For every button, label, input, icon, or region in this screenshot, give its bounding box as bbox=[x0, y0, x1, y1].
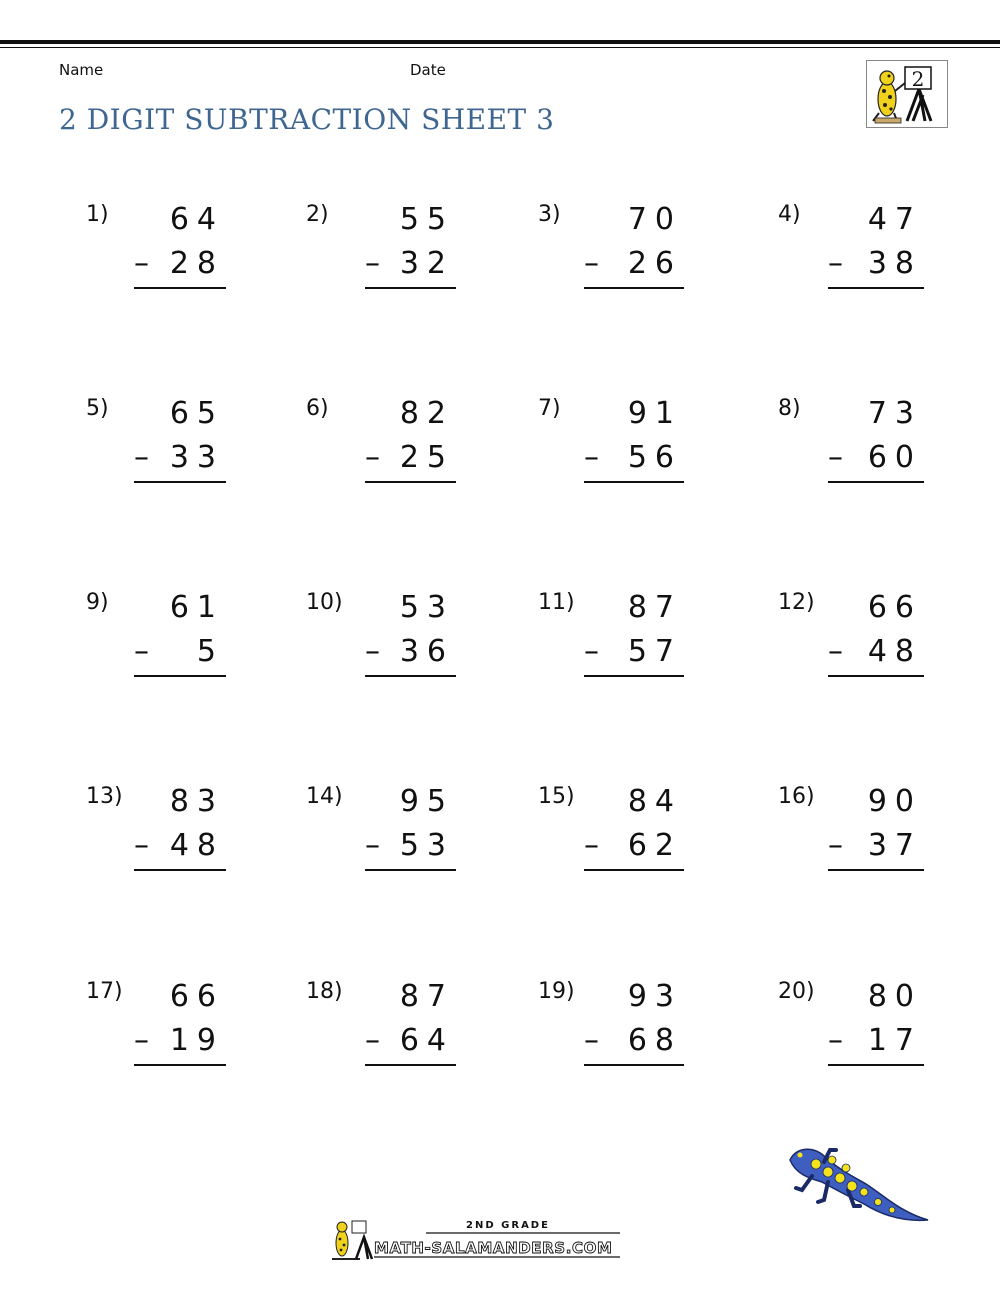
footer-grade-text: 2ND GRADE bbox=[466, 1220, 550, 1231]
answer-line bbox=[828, 675, 924, 677]
subtrahend: 5 bbox=[196, 634, 224, 669]
problem-1 bbox=[86, 202, 226, 322]
problem-11 bbox=[538, 590, 684, 710]
problem-number: 7) bbox=[538, 396, 561, 421]
answer-line bbox=[365, 287, 456, 289]
minuend: 87 bbox=[627, 590, 682, 625]
subtrahend: 32 bbox=[399, 246, 454, 281]
minuend: 73 bbox=[867, 396, 922, 431]
problem-8 bbox=[778, 396, 924, 516]
subtrahend: 36 bbox=[399, 634, 454, 669]
minuend: 47 bbox=[867, 202, 922, 237]
answer-line bbox=[134, 675, 226, 677]
problem-4 bbox=[778, 202, 924, 322]
subtrahend: 38 bbox=[867, 246, 922, 281]
date-label: Date bbox=[410, 61, 446, 79]
footer-site-text: MATH-SALAMANDERS.COM bbox=[374, 1239, 613, 1257]
salamander-illustration-icon bbox=[782, 1140, 932, 1230]
minuend: 66 bbox=[169, 979, 224, 1014]
minus-sign: – bbox=[365, 440, 380, 475]
minus-sign: – bbox=[584, 1023, 599, 1058]
problem-number: 5) bbox=[86, 396, 109, 421]
footer-site-logo bbox=[330, 1215, 625, 1263]
subtrahend: 64 bbox=[399, 1023, 454, 1058]
subtrahend: 57 bbox=[627, 634, 682, 669]
problem-number: 13) bbox=[86, 784, 123, 809]
subtrahend: 68 bbox=[627, 1023, 682, 1058]
minuend: 65 bbox=[169, 396, 224, 431]
answer-line bbox=[584, 1064, 684, 1066]
problem-number: 2) bbox=[306, 202, 329, 227]
problem-number: 4) bbox=[778, 202, 801, 227]
logo-grade-number: 2 bbox=[911, 67, 925, 91]
minus-sign: – bbox=[828, 634, 843, 669]
answer-line bbox=[134, 1064, 226, 1066]
problem-number: 6) bbox=[306, 396, 329, 421]
answer-line bbox=[134, 481, 226, 483]
problem-20 bbox=[778, 979, 924, 1099]
answer-line bbox=[134, 869, 226, 871]
minus-sign: – bbox=[584, 634, 599, 669]
answer-line bbox=[828, 869, 924, 871]
minus-sign: – bbox=[134, 440, 149, 475]
minus-sign: – bbox=[134, 246, 149, 281]
minus-sign: – bbox=[365, 246, 380, 281]
problem-number: 19) bbox=[538, 979, 575, 1004]
subtrahend: 19 bbox=[169, 1023, 224, 1058]
answer-line bbox=[828, 287, 924, 289]
minus-sign: – bbox=[134, 828, 149, 863]
subtrahend: 37 bbox=[867, 828, 922, 863]
sheet-title: 2 DIGIT SUBTRACTION SHEET 3 bbox=[59, 103, 555, 136]
answer-line bbox=[134, 287, 226, 289]
minuend: 55 bbox=[399, 202, 454, 237]
minus-sign: – bbox=[134, 634, 149, 669]
minuend: 64 bbox=[169, 202, 224, 237]
problem-5 bbox=[86, 396, 226, 516]
subtrahend: 62 bbox=[627, 828, 682, 863]
problem-13 bbox=[86, 784, 226, 904]
minuend: 82 bbox=[399, 396, 454, 431]
minuend: 61 bbox=[169, 590, 224, 625]
minuend: 84 bbox=[627, 784, 682, 819]
problem-12 bbox=[778, 590, 924, 710]
problem-19 bbox=[538, 979, 684, 1099]
problem-9 bbox=[86, 590, 226, 710]
subtrahend: 53 bbox=[399, 828, 454, 863]
subtrahend: 56 bbox=[627, 440, 682, 475]
minuend: 91 bbox=[627, 396, 682, 431]
minuend: 53 bbox=[399, 590, 454, 625]
minuend: 70 bbox=[627, 202, 682, 237]
answer-line bbox=[584, 287, 684, 289]
subtrahend: 25 bbox=[399, 440, 454, 475]
problem-number: 12) bbox=[778, 590, 815, 615]
minus-sign: – bbox=[828, 1023, 843, 1058]
subtrahend: 48 bbox=[169, 828, 224, 863]
name-label: Name bbox=[59, 61, 104, 79]
problem-number: 1) bbox=[86, 202, 109, 227]
minus-sign: – bbox=[584, 440, 599, 475]
problem-number: 20) bbox=[778, 979, 815, 1004]
problem-number: 14) bbox=[306, 784, 343, 809]
problem-17 bbox=[86, 979, 226, 1099]
minuend: 80 bbox=[867, 979, 922, 1014]
minuend: 83 bbox=[169, 784, 224, 819]
minus-sign: – bbox=[828, 440, 843, 475]
minus-sign: – bbox=[365, 634, 380, 669]
problem-number: 16) bbox=[778, 784, 815, 809]
subtrahend: 28 bbox=[169, 246, 224, 281]
answer-line bbox=[584, 675, 684, 677]
answer-line bbox=[828, 481, 924, 483]
minus-sign: – bbox=[365, 1023, 380, 1058]
answer-line bbox=[365, 481, 456, 483]
problem-number: 11) bbox=[538, 590, 575, 615]
minus-sign: – bbox=[584, 246, 599, 281]
problem-15 bbox=[538, 784, 684, 904]
minus-sign: – bbox=[828, 828, 843, 863]
answer-line bbox=[365, 869, 456, 871]
subtrahend: 60 bbox=[867, 440, 922, 475]
problem-16 bbox=[778, 784, 924, 904]
problem-14 bbox=[306, 784, 456, 904]
subtrahend: 33 bbox=[169, 440, 224, 475]
answer-line bbox=[584, 481, 684, 483]
subtrahend: 17 bbox=[867, 1023, 922, 1058]
minus-sign: – bbox=[584, 828, 599, 863]
minus-sign: – bbox=[134, 1023, 149, 1058]
subtrahend: 48 bbox=[867, 634, 922, 669]
answer-line bbox=[365, 675, 456, 677]
minuend: 95 bbox=[399, 784, 454, 819]
minus-sign: – bbox=[365, 828, 380, 863]
problem-number: 18) bbox=[306, 979, 343, 1004]
minuend: 66 bbox=[867, 590, 922, 625]
problem-6 bbox=[306, 396, 456, 516]
problem-7 bbox=[538, 396, 684, 516]
answer-line bbox=[828, 1064, 924, 1066]
problem-number: 9) bbox=[86, 590, 109, 615]
minuend: 87 bbox=[399, 979, 454, 1014]
problem-2 bbox=[306, 202, 456, 322]
subtrahend: 26 bbox=[627, 246, 682, 281]
minus-sign: – bbox=[828, 246, 843, 281]
problem-10 bbox=[306, 590, 456, 710]
problem-number: 15) bbox=[538, 784, 575, 809]
problem-number: 17) bbox=[86, 979, 123, 1004]
answer-line bbox=[365, 1064, 456, 1066]
problem-18 bbox=[306, 979, 456, 1099]
minuend: 90 bbox=[867, 784, 922, 819]
answer-line bbox=[584, 869, 684, 871]
problem-number: 10) bbox=[306, 590, 343, 615]
problem-number: 8) bbox=[778, 396, 801, 421]
minuend: 93 bbox=[627, 979, 682, 1014]
problem-3 bbox=[538, 202, 684, 322]
problem-number: 3) bbox=[538, 202, 561, 227]
